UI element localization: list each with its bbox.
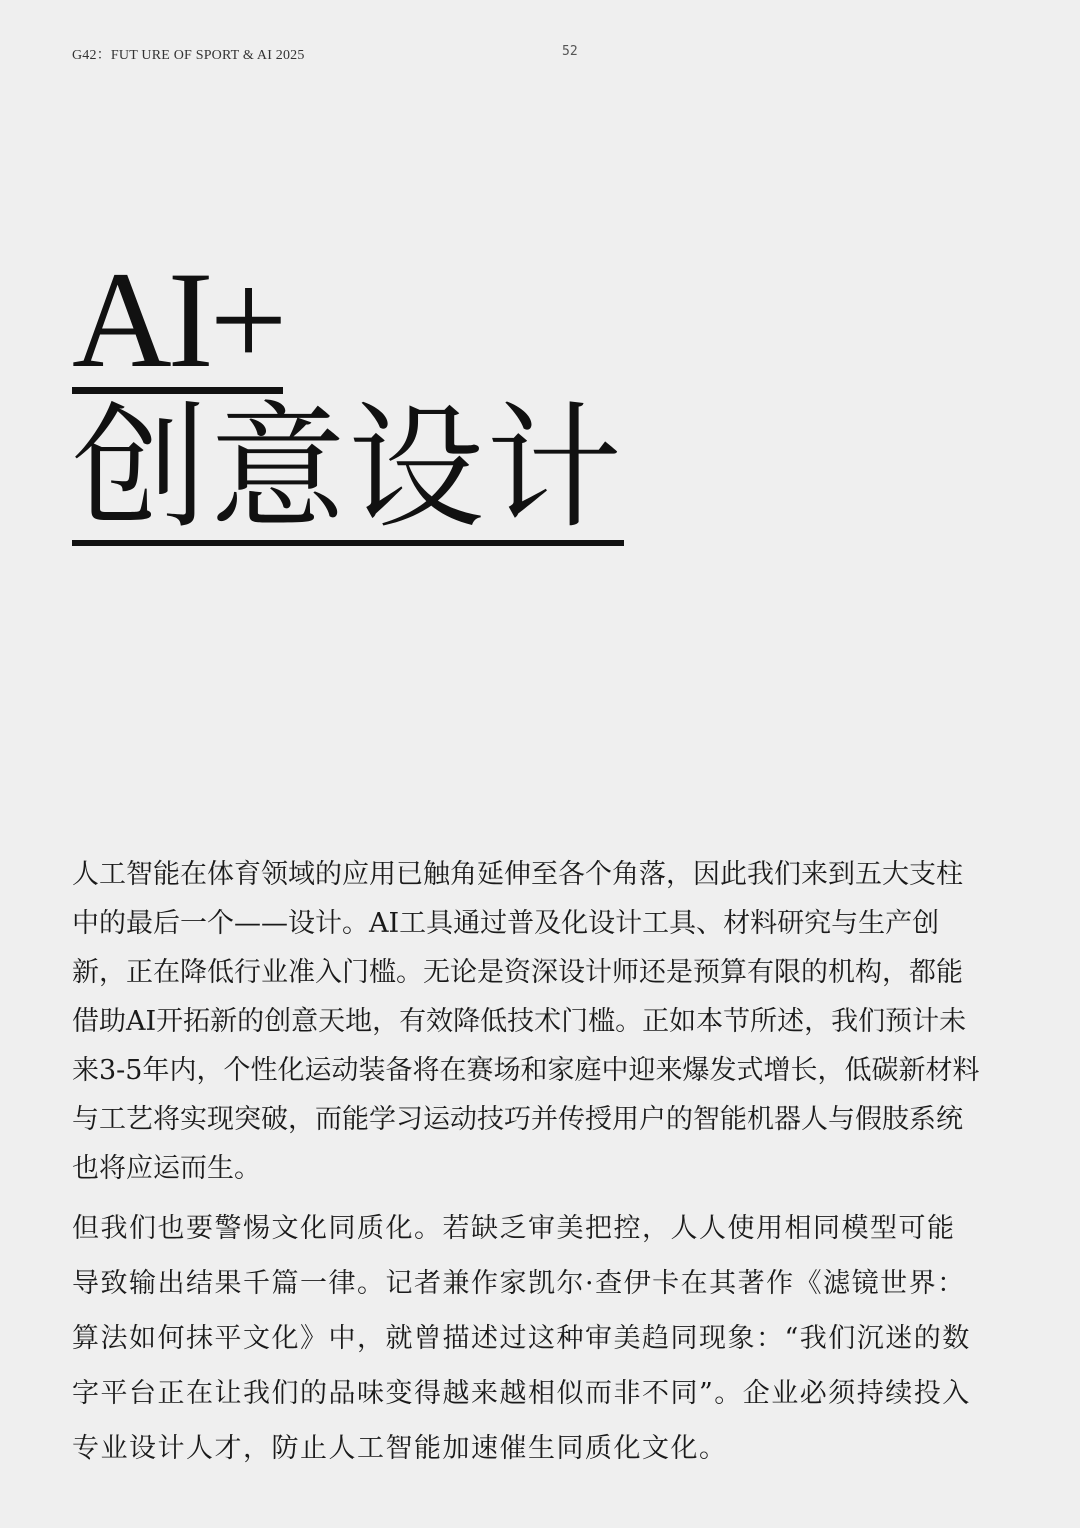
page-number: 52 xyxy=(562,44,578,59)
running-head: G42：FUT URE OF SPORT & AI 2025 xyxy=(72,48,305,63)
section-title xyxy=(72,243,712,548)
body-text xyxy=(72,850,982,1484)
section-title-line-2: 创意设计 xyxy=(72,390,624,548)
section-title-line-1: AI+ xyxy=(72,243,284,396)
page-header xyxy=(72,44,1012,66)
paragraph-2: 但我们也要警惕文化同质化。若缺乏审美把控，人人使用相同模型可能导致输出结果千篇一律。记者兼作家凯尔·查伊卡在其著作《滤镜世界：算法如何抹平文化》中，就曾描述过这种审美趋同现象：“我们沉迷的数字平台正在让我们的品味变得越来越相似而非不同”。企业必须持续投入专业设计人才，防止人工智能加速催生同质化文化。 xyxy=(72,1213,971,1464)
paragraph-1: 人工智能在体育领域的应用已触角延伸至各个角落，因此我们来到五大支柱中的最后一个——设计。AI工具通过普及化设计工具、材料研究与生产创新，正在降低行业准入门槛。无论是资深设计师还是预算有限的机构，都能借助AI开拓新的创意天地，有效降低技术门槛。正如本节所述，我们预计未来3-5年内，个性化运动装备将在赛场和家庭中迎来爆发式增长，低碳新材料与工艺将实现突破，而能学习运动技巧并传授用户的智能机器人与假肢系统也将应运而生。 xyxy=(72,859,980,1184)
